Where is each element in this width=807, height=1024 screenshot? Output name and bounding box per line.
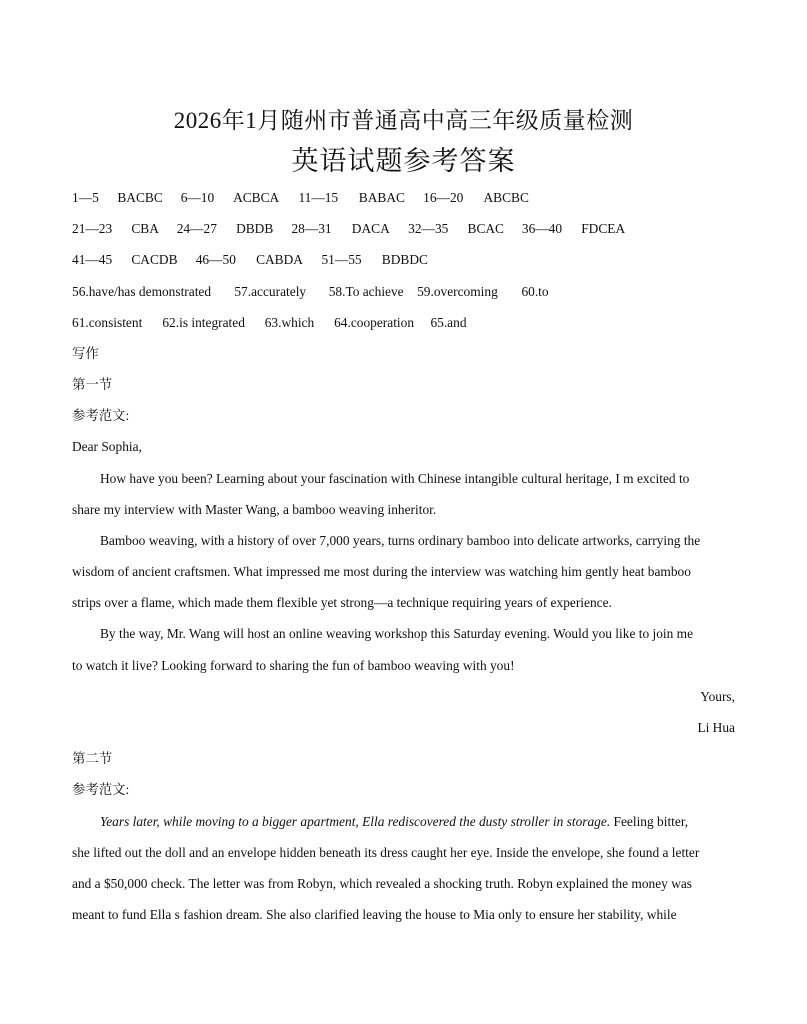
answer-key: CABDA xyxy=(256,252,303,267)
answer-key: BDBDC xyxy=(381,252,428,267)
answer-row-2 xyxy=(72,219,625,239)
letter-paragraph-line: Bamboo weaving, with a history of over 7,000 years, turns ordinary bamboo into delicate artworks, carrying the xyxy=(100,533,701,548)
document-subtitle: 英语试题参考答案 xyxy=(291,146,516,176)
answer-item: 56.have/has demonstrated xyxy=(72,284,212,299)
answer-item: 65.and xyxy=(430,315,467,330)
answer-range: 28—31 xyxy=(291,221,332,236)
answer-key: CACDB xyxy=(131,252,178,267)
section2-reference-label: 参考范文: xyxy=(72,782,130,797)
letter-paragraph-line: strips over a flame, which made them flexible yet strong—a technique requiring years of experience. xyxy=(72,595,612,610)
answer-range: 36—40 xyxy=(521,221,563,236)
answer-item: 62.is integrated xyxy=(162,315,245,330)
answer-key: DBDB xyxy=(236,221,274,236)
answer-item: 57.accurately xyxy=(234,284,307,299)
answer-key: BCAC xyxy=(467,221,504,236)
answer-range: 41—45 xyxy=(72,252,113,267)
answer-range: 21—23 xyxy=(72,221,113,236)
answer-key: BABAC xyxy=(358,190,405,205)
answer-row-4 xyxy=(72,282,549,302)
answer-range: 46—50 xyxy=(195,252,236,267)
letter-paragraph-line: wisdom of ancient craftsmen. What impressed me most during the interview was watching him gently heat bamboo xyxy=(72,564,691,579)
letter-paragraph-line: share my interview with Master Wang, a bamboo weaving inheritor. xyxy=(72,502,437,517)
section2-label: 第二节 xyxy=(72,751,113,766)
letter-paragraph-line: By the way, Mr. Wang will host an online weaving workshop this Saturday evening. Would you like to join me xyxy=(100,626,694,641)
answer-range: 6—10 xyxy=(180,190,215,205)
answer-range: 1—5 xyxy=(72,190,99,205)
answer-key: ABCBC xyxy=(483,190,529,205)
writing-heading: 写作 xyxy=(72,346,99,361)
answer-item: 63.which xyxy=(264,315,315,330)
essay-paragraph-line: and a $50,000 check. The letter was from Robyn, which revealed a shocking truth. Robyn explained the money was xyxy=(72,876,693,891)
essay-paragraph-line: she lifted out the doll and an envelope hidden beneath its dress caught her eye. Inside the envelope, she found a letter xyxy=(72,845,700,860)
essay-opening-sentence: Years later, while moving to a bigger apartment, Ella rediscovered the dusty stroller in storage. xyxy=(100,814,611,829)
answer-row-5 xyxy=(72,313,467,333)
answer-range: 16—20 xyxy=(423,190,464,205)
section1-reference-label: 参考范文: xyxy=(72,408,130,423)
essay-paragraph-line: meant to fund Ella s fashion dream. She also clarified leaving the house to Mia only to ensure her stability, while xyxy=(72,907,677,922)
section1-label: 第一节 xyxy=(72,377,113,392)
answer-key: ACBCA xyxy=(233,190,280,205)
answer-item: 59.overcoming xyxy=(417,284,498,299)
letter-greeting: Dear Sophia, xyxy=(72,439,142,454)
answer-row-3 xyxy=(72,250,428,270)
answer-item: 64.cooperation xyxy=(334,315,415,330)
answer-key: BACBC xyxy=(117,190,163,205)
letter-signature: Li Hua xyxy=(697,720,735,735)
answer-row-1 xyxy=(72,188,529,208)
letter-paragraph-line: to watch it live? Looking forward to sharing the fun of bamboo weaving with you! xyxy=(72,658,515,673)
answer-range: 11—15 xyxy=(298,190,339,205)
letter-paragraph-line: How have you been? Learning about your fascination with Chinese intangible cultural heritage, I m excited to xyxy=(100,471,690,486)
answer-key: CBA xyxy=(131,221,159,236)
answer-key: FDCEA xyxy=(581,221,626,236)
answer-item: 58.To achieve xyxy=(328,284,404,299)
answer-item: 61.consistent xyxy=(72,315,143,330)
document-title: 2026年1月随州市普通高中高三年级质量检测 xyxy=(173,108,634,133)
answer-item: 60.to xyxy=(521,284,549,299)
letter-closing: Yours, xyxy=(700,689,735,704)
answer-range: 51—55 xyxy=(321,252,362,267)
answer-range: 24—27 xyxy=(176,221,217,236)
answer-range: 32—35 xyxy=(408,221,449,236)
essay-text: Feeling bitter, xyxy=(610,814,689,829)
essay-paragraph-line xyxy=(100,812,688,832)
answer-key: DACA xyxy=(351,221,390,236)
